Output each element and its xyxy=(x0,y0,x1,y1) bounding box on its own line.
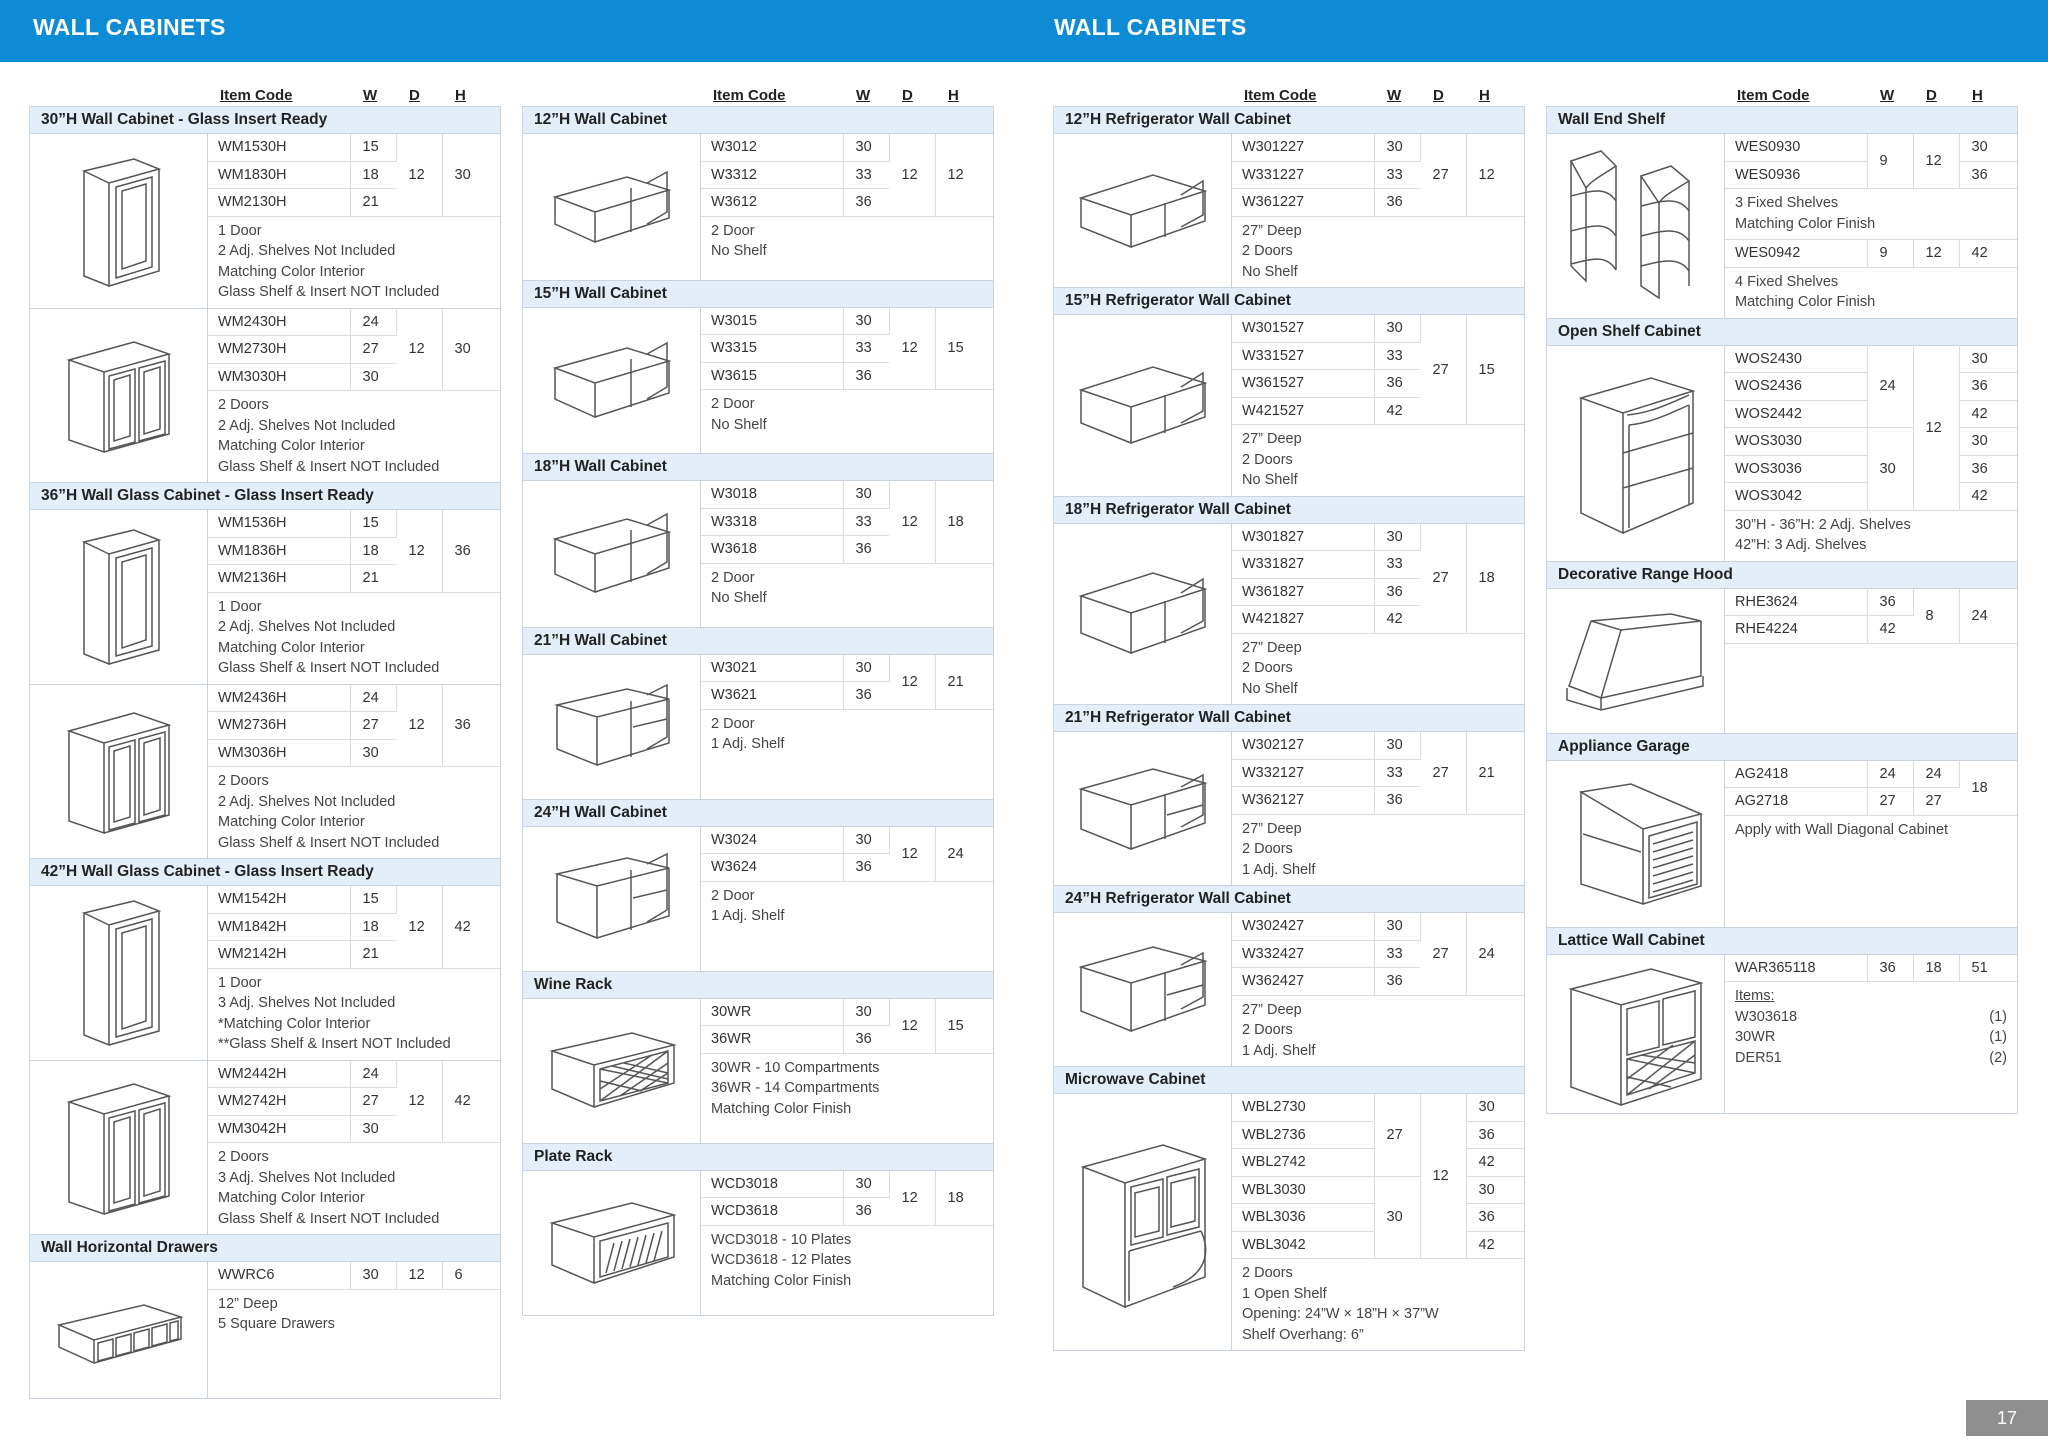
product-notes: 1 Door 2 Adj. Shelves Not Included Matching Color Interior Glass Shelf & Insert NOT Included xyxy=(218,222,440,300)
product-notes: 12” Deep 5 Square Drawers xyxy=(218,1295,335,1332)
section-12h-refrigerator xyxy=(1053,106,1525,288)
section-21h-wall xyxy=(522,628,994,800)
table-row: W361827 36 xyxy=(1232,578,1524,606)
table-row: W302127 30 27 21 xyxy=(1232,732,1524,759)
section-horizontal-drawers xyxy=(29,1235,501,1399)
header-h: H xyxy=(948,87,959,104)
column-refrigerator-cabinets xyxy=(1053,84,1525,1351)
spec-table xyxy=(208,1262,500,1290)
product-group xyxy=(1547,761,2017,927)
section-title: Microwave Cabinet xyxy=(1054,1067,1524,1094)
header-item-code: Item Code xyxy=(713,87,786,104)
product-group xyxy=(523,827,993,971)
table-row: W302427 30 27 24 xyxy=(1232,913,1524,940)
table-row: WOS2442 42 xyxy=(1725,400,2017,428)
product-group xyxy=(1054,732,1524,885)
product-notes: 2 Door No Shelf xyxy=(711,396,767,433)
table-row: WOS2430 24 12 30 xyxy=(1725,346,2017,373)
table-row: W301227 30 27 12 xyxy=(1232,134,1524,161)
header-h: H xyxy=(1972,87,1983,104)
table-row: WM2436H 24 12 36 xyxy=(208,685,500,712)
header-item-code: Item Code xyxy=(1244,87,1317,104)
table-row: W332427 33 xyxy=(1232,940,1524,968)
header-w: W xyxy=(1387,87,1402,104)
product-group xyxy=(1054,913,1524,1066)
product-group xyxy=(30,685,500,859)
product-notes: 2 Door No Shelf xyxy=(711,569,767,606)
table-row: W332127 33 xyxy=(1232,759,1524,787)
table-row: WM1536H 15 12 36 xyxy=(208,510,500,537)
product-group xyxy=(1547,134,2017,318)
table-row: 36WR 36 xyxy=(701,1026,993,1054)
spec-table xyxy=(701,1171,993,1226)
product-group xyxy=(523,481,993,627)
spec-table xyxy=(208,685,500,768)
section-title: 24”H Refrigerator Wall Cabinet xyxy=(1054,886,1524,913)
section-wall-end-shelf xyxy=(1546,106,2018,319)
section-title: Wine Rack xyxy=(523,972,993,999)
cabinet-2-door-short-icon xyxy=(523,134,701,280)
table-row: W361227 36 xyxy=(1232,189,1524,217)
header-d: D xyxy=(902,87,913,104)
table-row: W301527 30 27 15 xyxy=(1232,315,1524,342)
section-lattice-wall xyxy=(1546,928,2018,1114)
product-group xyxy=(30,886,500,1061)
section-title: 18”H Wall Cabinet xyxy=(523,454,993,481)
section-title: Appliance Garage xyxy=(1547,734,2017,761)
product-group xyxy=(1054,524,1524,705)
table-row: W421827 42 xyxy=(1232,606,1524,634)
column-header xyxy=(1053,84,1525,106)
spec-table xyxy=(701,134,993,217)
table-row: W361527 36 xyxy=(1232,370,1524,398)
column-header xyxy=(1546,84,2018,106)
product-notes: 30”H - 36”H: 2 Adj. Shelves 42”H: 3 Adj. Shelves xyxy=(1735,516,1911,553)
table-row: RHE4224 42 xyxy=(1725,616,2017,644)
table-row: WM1830H 18 xyxy=(208,161,500,189)
product-group xyxy=(30,309,500,483)
product-notes: 2 Door No Shelf xyxy=(711,222,767,259)
cabinet-2-door-shelf-icon xyxy=(523,655,701,799)
product-group xyxy=(523,134,993,280)
header-item-code: Item Code xyxy=(1737,87,1810,104)
table-row: WM2742H 27 xyxy=(208,1088,500,1116)
spec-table xyxy=(1725,955,2017,983)
header-h: H xyxy=(455,87,466,104)
list-item: 30WR (1) xyxy=(1735,1029,2007,1045)
column-header xyxy=(522,84,994,106)
product-notes: WCD3018 - 10 Plates WCD3618 - 12 Plates Matching Color Finish xyxy=(711,1231,852,1289)
table-row: W3315 33 xyxy=(701,335,993,363)
cabinet-2-door-glass-icon xyxy=(30,1061,208,1235)
table-row: WOS2436 36 xyxy=(1725,373,2017,401)
table-row: W362127 36 xyxy=(1232,787,1524,815)
table-row: WM2430H 24 12 30 xyxy=(208,309,500,336)
spec-table xyxy=(701,827,993,882)
section-36h-glass xyxy=(29,483,501,859)
table-row: WES0936 36 xyxy=(1725,161,2017,189)
product-notes: 27” Deep 2 Doors No Shelf xyxy=(1242,431,1302,488)
table-row: AG2718 27 27 xyxy=(1725,788,2017,816)
table-row: AG2418 24 24 18 xyxy=(1725,761,2017,788)
cabinet-1-door-glass-icon xyxy=(30,886,208,1060)
table-row: W3612 36 xyxy=(701,189,993,217)
section-15h-refrigerator xyxy=(1053,288,1525,497)
table-row: W3615 36 xyxy=(701,362,993,390)
header-w: W xyxy=(1880,87,1895,104)
table-row: WM3036H 30 xyxy=(208,739,500,767)
page-title-right: WALL CABINETS xyxy=(1054,14,1247,40)
spec-table xyxy=(1232,913,1524,996)
section-title: Wall End Shelf xyxy=(1547,107,2017,134)
open-shelf-icon xyxy=(1547,346,1725,561)
header-d: D xyxy=(1433,87,1444,104)
spec-table xyxy=(1232,315,1524,425)
spec-table xyxy=(701,655,993,710)
end-shelf-icon xyxy=(1547,134,1725,318)
product-notes: 4 Fixed Shelves Matching Color Finish xyxy=(1735,273,1876,310)
product-group xyxy=(1547,346,2017,561)
product-group xyxy=(1054,315,1524,496)
table-row: WWRC6 30 12 6 xyxy=(208,1262,500,1289)
product-group xyxy=(1054,134,1524,287)
product-notes: 27” Deep 2 Doors No Shelf xyxy=(1242,639,1302,697)
table-row: WBL3042 42 xyxy=(1232,1231,1524,1259)
table-row: W331527 33 xyxy=(1232,342,1524,370)
table-row: WM2730H 27 xyxy=(208,336,500,364)
refrigerator-cabinet-icon xyxy=(1054,134,1232,287)
table-row: WBL2730 27 12 30 xyxy=(1232,1094,1524,1121)
cabinet-1-door-glass-icon xyxy=(30,510,208,684)
table-row: WOS3030 30 30 xyxy=(1725,428,2017,456)
section-title: 21”H Refrigerator Wall Cabinet xyxy=(1054,705,1524,732)
table-row: W3624 36 xyxy=(701,854,993,882)
table-row: WM2142H 21 xyxy=(208,941,500,969)
wine-rack-icon xyxy=(523,999,701,1143)
section-title: Decorative Range Hood xyxy=(1547,562,2017,589)
spec-table xyxy=(208,309,500,392)
list-item: DER51 (2) xyxy=(1735,1049,2007,1066)
table-row: W362427 36 xyxy=(1232,968,1524,996)
list-item: W303618 (1) xyxy=(1735,1008,2007,1025)
product-notes: Apply with Wall Diagonal Cabinet xyxy=(1735,821,1949,838)
table-row: WBL2736 36 xyxy=(1232,1121,1524,1149)
spec-table xyxy=(1232,1094,1524,1259)
spec-table xyxy=(701,308,993,391)
table-row: WBL3030 30 30 xyxy=(1232,1176,1524,1204)
product-notes: 2 Doors 2 Adj. Shelves Not Included Matching Color Interior Glass Shelf & Insert NOT Included xyxy=(218,397,440,475)
section-title: 18”H Refrigerator Wall Cabinet xyxy=(1054,497,1524,524)
section-title: 12”H Wall Cabinet xyxy=(523,107,993,134)
table-row: W331227 33 xyxy=(1232,161,1524,189)
section-microwave-cabinet xyxy=(1053,1067,1525,1351)
product-notes: 2 Doors 1 Open Shelf Opening: 24”W × 18”H × 37”W Shelf Overhang: 6” xyxy=(1242,1265,1439,1343)
spec-table xyxy=(1232,524,1524,634)
table-row: WM2736H 27 xyxy=(208,712,500,740)
section-wine-rack xyxy=(522,972,994,1144)
page-title-left: WALL CABINETS xyxy=(33,14,226,40)
section-42h-glass xyxy=(29,859,501,1235)
table-row: WOS3036 36 xyxy=(1725,455,2017,483)
section-18h-wall xyxy=(522,454,994,628)
product-notes: 1 Door 2 Adj. Shelves Not Included Matching Color Interior Glass Shelf & Insert NOT Included xyxy=(218,598,440,676)
section-15h-wall xyxy=(522,281,994,455)
product-notes: 2 Doors 3 Adj. Shelves Not Included Matching Color Interior Glass Shelf & Insert NOT Included xyxy=(218,1149,440,1227)
cabinet-2-door-glass-icon xyxy=(30,309,208,483)
table-row: WM1530H 15 12 30 xyxy=(208,134,500,161)
table-row: WES0930 9 12 30 xyxy=(1725,134,2017,161)
product-group xyxy=(30,510,500,685)
section-21h-refrigerator xyxy=(1053,705,1525,886)
spec-table xyxy=(208,886,500,969)
product-notes: 2 Door 1 Adj. Shelf xyxy=(711,887,785,924)
section-title: 30”H Wall Cabinet - Glass Insert Ready xyxy=(30,107,500,134)
section-title: 12”H Refrigerator Wall Cabinet xyxy=(1054,107,1524,134)
section-12h-wall xyxy=(522,106,994,281)
cabinet-2-door-shelf-icon xyxy=(523,827,701,971)
header-d: D xyxy=(409,87,420,104)
section-24h-refrigerator xyxy=(1053,886,1525,1067)
section-appliance-garage xyxy=(1546,734,2018,928)
section-title: 15”H Refrigerator Wall Cabinet xyxy=(1054,288,1524,315)
section-24h-wall xyxy=(522,800,994,972)
header-h: H xyxy=(1479,87,1490,104)
microwave-cabinet-icon xyxy=(1054,1094,1232,1350)
header-d: D xyxy=(1926,87,1937,104)
column-specialty-cabinets xyxy=(1546,84,2018,1114)
table-row: W3021 30 12 21 xyxy=(701,655,993,682)
section-open-shelf xyxy=(1546,319,2018,562)
product-notes: 2 Door 1 Adj. Shelf xyxy=(711,715,785,752)
spec-table xyxy=(1725,761,2017,816)
cabinet-2-door-short-icon xyxy=(523,481,701,627)
table-row: RHE3624 36 8 24 xyxy=(1725,589,2017,616)
range-hood-icon xyxy=(1547,589,1725,733)
header-w: W xyxy=(856,87,871,104)
column-wall-cabinets xyxy=(522,84,994,1316)
product-group xyxy=(1547,955,2017,1113)
product-notes: 3 Fixed Shelves Matching Color Finish xyxy=(1725,189,2017,240)
table-row: W3618 36 xyxy=(701,536,993,564)
section-title: 36”H Wall Glass Cabinet - Glass Insert Ready xyxy=(30,483,500,510)
spec-table xyxy=(701,481,993,564)
table-row: W3015 30 12 15 xyxy=(701,308,993,335)
spec-table xyxy=(1725,134,2017,189)
product-notes: 1 Door 3 Adj. Shelves Not Included *Matching Color Interior **Glass Shelf & Insert NOT Included xyxy=(218,974,451,1052)
product-group xyxy=(30,134,500,309)
table-row: 30WR 30 12 15 xyxy=(701,999,993,1026)
product-group xyxy=(1054,1094,1524,1350)
product-group xyxy=(30,1061,500,1235)
product-group xyxy=(30,1262,500,1398)
spec-table xyxy=(701,999,993,1054)
section-title: 42”H Wall Glass Cabinet - Glass Insert Ready xyxy=(30,859,500,886)
cabinet-1-door-glass-icon xyxy=(30,134,208,308)
plate-rack-icon xyxy=(523,1171,701,1315)
section-30h-glass xyxy=(29,106,501,483)
product-group xyxy=(523,1171,993,1315)
page-number: 17 xyxy=(1966,1400,2048,1436)
section-title: 15”H Wall Cabinet xyxy=(523,281,993,308)
column-header xyxy=(29,84,501,106)
spec-table xyxy=(1232,732,1524,815)
section-title: Wall Horizontal Drawers xyxy=(30,1235,500,1262)
spec-table xyxy=(208,1061,500,1144)
table-row: W3024 30 12 24 xyxy=(701,827,993,854)
lattice-cabinet-icon xyxy=(1547,955,1725,1113)
table-row: WM1842H 18 xyxy=(208,913,500,941)
table-row: WM3042H 30 xyxy=(208,1115,500,1143)
table-row: WM2442H 24 12 42 xyxy=(208,1061,500,1088)
product-notes: 27” Deep 2 Doors No Shelf xyxy=(1242,222,1302,280)
section-title: Lattice Wall Cabinet xyxy=(1547,928,2017,955)
header-banner xyxy=(0,0,2048,62)
table-row: W331827 33 xyxy=(1232,551,1524,579)
table-row: W3312 33 xyxy=(701,161,993,189)
table-row: W301827 30 27 18 xyxy=(1232,524,1524,551)
table-row: W3318 33 xyxy=(701,508,993,536)
table-row: WM2136H 21 xyxy=(208,565,500,593)
refrigerator-cabinet-icon xyxy=(1054,913,1232,1066)
cabinet-2-door-glass-icon xyxy=(30,685,208,859)
table-row: W3012 30 12 12 xyxy=(701,134,993,161)
product-notes: 27” Deep 2 Doors 1 Adj. Shelf xyxy=(1242,1001,1316,1059)
table-row: WM1542H 15 12 42 xyxy=(208,886,500,913)
product-notes: 27” Deep 2 Doors 1 Adj. Shelf xyxy=(1242,820,1316,878)
cabinet-2-door-short-icon xyxy=(523,308,701,454)
header-item-code: Item Code xyxy=(220,87,293,104)
table-row: WBL2742 42 xyxy=(1232,1149,1524,1177)
product-group xyxy=(1547,589,2017,733)
table-row: WES0942 9 12 42 xyxy=(1725,240,2017,267)
product-notes: 30WR - 10 Compartments 36WR - 14 Compartments Matching Color Finish xyxy=(711,1059,880,1117)
header-w: W xyxy=(363,87,378,104)
spec-table xyxy=(1725,589,2017,644)
table-row: WM3030H 30 xyxy=(208,363,500,391)
table-row: WAR365118 36 18 51 xyxy=(1725,955,2017,982)
section-range-hood xyxy=(1546,562,2018,734)
section-title: 24”H Wall Cabinet xyxy=(523,800,993,827)
section-title: Open Shelf Cabinet xyxy=(1547,319,2017,346)
spec-table xyxy=(1725,346,2017,511)
refrigerator-cabinet-icon xyxy=(1054,732,1232,885)
items-list: Items: W303618 (1) 30WR (1) DER51 (2) xyxy=(1725,982,2017,1073)
table-row: W3018 30 12 18 xyxy=(701,481,993,508)
table-row: WCD3618 36 xyxy=(701,1198,993,1226)
spec-table xyxy=(1725,240,2017,268)
section-18h-refrigerator xyxy=(1053,497,1525,706)
section-title: 21”H Wall Cabinet xyxy=(523,628,993,655)
table-row: WM2130H 21 xyxy=(208,189,500,217)
column-glass-cabinets xyxy=(29,84,501,1399)
spec-table xyxy=(1232,134,1524,217)
section-title: Plate Rack xyxy=(523,1144,993,1171)
table-row: WOS3042 42 xyxy=(1725,483,2017,511)
refrigerator-cabinet-icon xyxy=(1054,315,1232,496)
table-row: WBL3036 36 xyxy=(1232,1204,1524,1232)
product-group xyxy=(523,999,993,1143)
section-plate-rack xyxy=(522,1144,994,1316)
table-row: W3621 36 xyxy=(701,682,993,710)
table-row: WM1836H 18 xyxy=(208,537,500,565)
spec-table xyxy=(208,510,500,593)
table-row: W421527 42 xyxy=(1232,397,1524,425)
product-group xyxy=(523,308,993,454)
appliance-garage-icon xyxy=(1547,761,1725,927)
drawer-unit-icon xyxy=(30,1262,208,1398)
table-row: WCD3018 30 12 18 xyxy=(701,1171,993,1198)
spec-table xyxy=(208,134,500,217)
product-group xyxy=(523,655,993,799)
product-notes: 2 Doors 2 Adj. Shelves Not Included Matching Color Interior Glass Shelf & Insert NOT Included xyxy=(218,773,440,851)
refrigerator-cabinet-icon xyxy=(1054,524,1232,705)
